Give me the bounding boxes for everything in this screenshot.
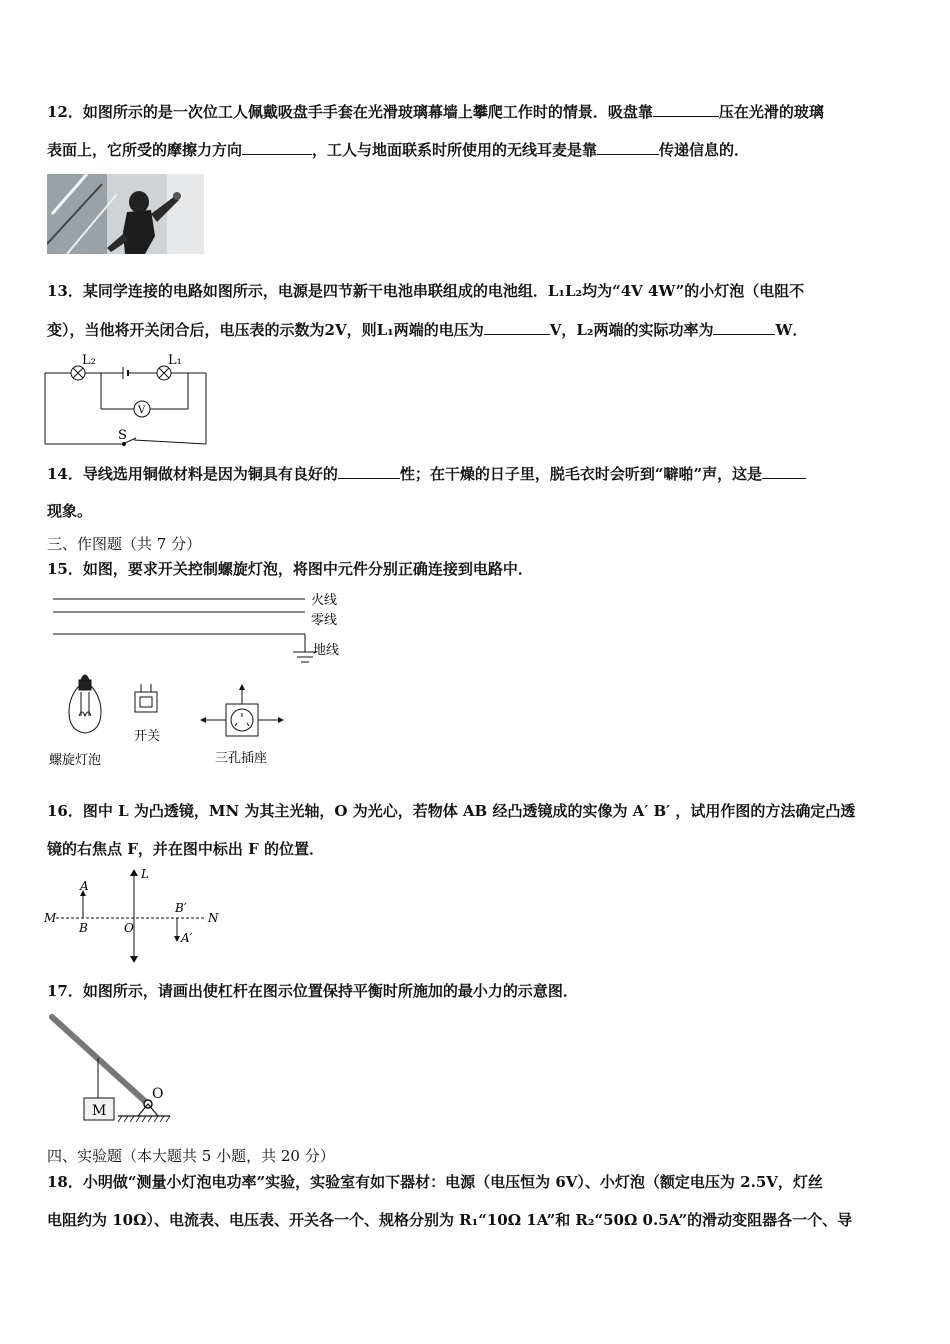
screw-bulb — [69, 685, 101, 733]
label-socket: 三孔插座 — [215, 751, 268, 766]
answer-blank[interactable] — [713, 319, 775, 335]
q13-line2: 变），当他将开关闭合后，电压表的示数为2V，则L₁两端的电压为 V，L₂两端的实际功率为 W． — [47, 321, 808, 339]
answer-blank[interactable] — [242, 139, 312, 155]
label-n: N — [208, 911, 219, 925]
q13-line1: 13．某同学连接的电路如图所示，电源是四节新干电池串联组成的电池组．L₁L₂均为“4V 4W”的小灯泡（电阻不 — [47, 282, 805, 300]
lens-diagram — [44, 866, 224, 964]
circuit-diagram — [44, 350, 208, 446]
section-3-title: 三、作图题（共 7 分） — [47, 535, 202, 553]
label-voltmeter: V — [138, 405, 146, 416]
label-bulb: 螺旋灯泡 — [49, 753, 102, 768]
q14-line2: 现象。 — [47, 502, 93, 520]
answer-blank[interactable] — [762, 463, 806, 479]
label-lens-l: L — [141, 867, 149, 881]
q18-line1: 18．小明做“测量小灯泡电功率”实验，实验室有如下器材：电源（电压恒为 6V）、小灯泡（额定电压为 2.5V，灯丝 — [47, 1173, 823, 1191]
label-neutral-wire: 零线 — [311, 613, 338, 628]
label-a: A — [80, 879, 89, 893]
lever-diagram — [46, 1012, 176, 1124]
label-a-prime: A′ — [181, 931, 193, 945]
worker-photo — [47, 174, 204, 254]
answer-blank[interactable] — [653, 101, 719, 117]
q17-text: 17．如图所示，请画出使杠杆在图示位置保持平衡时所施加的最小力的示意图． — [47, 982, 578, 1000]
label-l2: L₂ — [82, 353, 96, 368]
label-o: O — [124, 921, 134, 935]
section-4-title: 四、实验题（本大题共 5 小题，共 20 分） — [47, 1147, 335, 1165]
label-switch: 开关 — [134, 729, 161, 744]
label-switch: S — [118, 428, 127, 443]
label-mass: M — [92, 1103, 107, 1119]
q16-line2: 镜的右焦点 F，并在图中标出 F 的位置． — [47, 840, 324, 858]
q14-line1: 14．导线选用铜做材料是因为铜具有良好的 性；在干燥的日子里，脱毛衣时会听到“噼啪”声，这是 — [47, 463, 806, 484]
q12-line1: 12．如图所示的是一次位工人佩戴吸盘手手套在光滑玻璃幕墙上攀爬工作时的情景．吸盘靠 压在光滑的玻璃 — [47, 103, 824, 121]
answer-blank[interactable] — [484, 319, 550, 335]
label-ground-wire: 地线 — [313, 643, 340, 658]
label-live-wire: 火线 — [311, 593, 338, 608]
q16-line1: 16．图中 L 为凸透镜，MN 为其主光轴，O 为光心，若物体 AB 经凸透镜成的实像为 A′ B′ ，试用作图的方法确定凸透 — [47, 802, 856, 820]
answer-blank[interactable] — [597, 139, 659, 155]
label-m: M — [44, 911, 57, 925]
q12-line2: 表面上，它所受的摩擦力方向 ，工人与地面联系时所使用的无线耳麦是靠 传递信息的． — [47, 141, 750, 159]
answer-blank[interactable] — [338, 463, 400, 479]
q18-line2: 电阻约为 10Ω）、电流表、电压表、开关各一个、规格分别为 R₁“10Ω 1A”和 R₂“50Ω 0.5A”的滑动变阻器各一个、导 — [47, 1211, 853, 1229]
label-l1: L₁ — [168, 353, 182, 368]
label-b-prime: B′ — [175, 901, 187, 915]
household-circuit-diagram — [47, 588, 347, 768]
label-pivot: O — [152, 1086, 164, 1102]
label-b: B — [79, 921, 88, 935]
q15-text: 15．如图，要求开关控制螺旋灯泡，将图中元件分别正确连接到电路中． — [47, 560, 533, 578]
switch-symbol — [135, 692, 157, 712]
